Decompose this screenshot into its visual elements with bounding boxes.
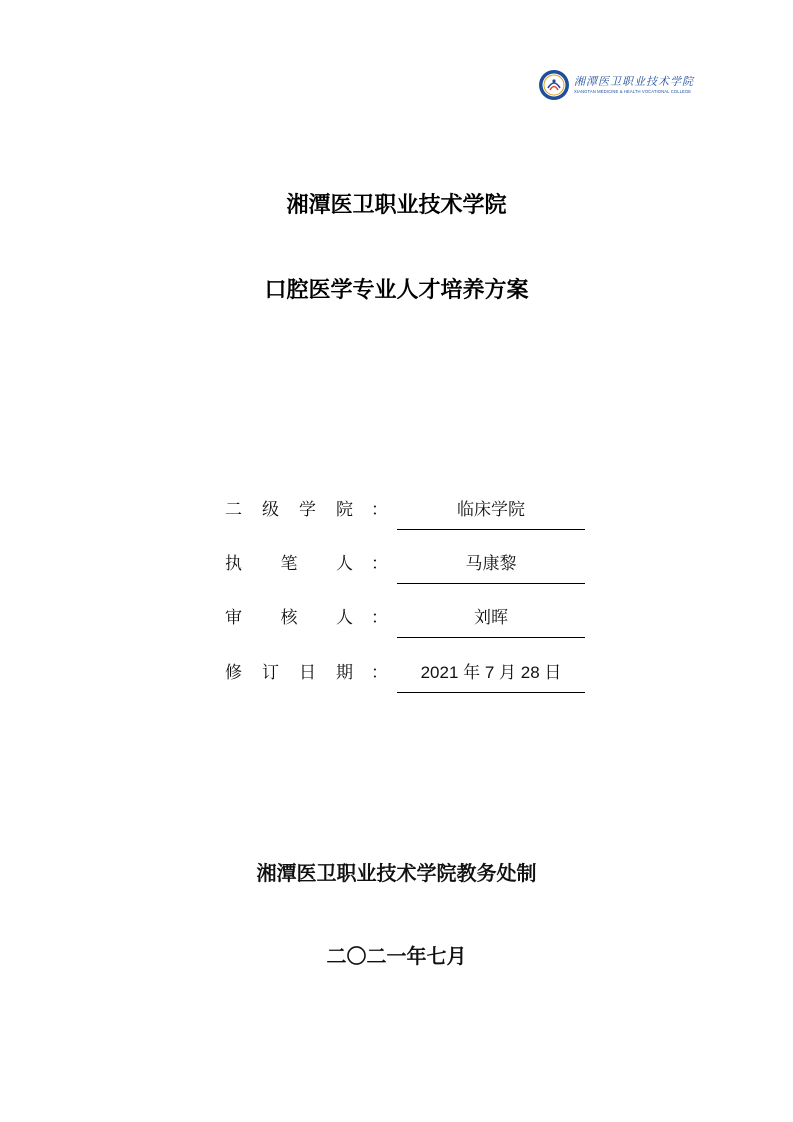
- label-char: 二: [225, 500, 242, 520]
- college-logo: [538, 65, 698, 105]
- label-char: 核: [280, 608, 298, 628]
- underline: [397, 529, 585, 530]
- info-label: [225, 658, 353, 683]
- college-seal-icon: [538, 69, 570, 101]
- underline: [397, 583, 585, 584]
- info-value-reviewer: 刘晖: [474, 608, 508, 627]
- info-row-revision-date: [225, 649, 585, 693]
- info-row-reviewer: [225, 594, 585, 638]
- label-char: 期: [336, 663, 353, 683]
- info-label: [225, 495, 353, 520]
- info-colon: ：: [371, 500, 388, 520]
- label-char: 人: [336, 554, 353, 574]
- info-value-author: 马康黎: [465, 554, 517, 573]
- info-colon: ：: [371, 554, 388, 574]
- school-title: 湘潭医卫职业技术学院: [286, 192, 507, 218]
- logo-english-name: XIANGTAN MEDICINE & HEALTH VOCATIONAL COLLEGE: [574, 88, 692, 94]
- plan-title: 口腔医学专业人才培养方案: [264, 277, 529, 303]
- info-colon: ：: [371, 608, 388, 628]
- label-char: 院: [336, 500, 353, 520]
- info-colon: ：: [371, 663, 388, 683]
- label-char: 审: [225, 608, 242, 628]
- issuer-line: 湘潭医卫职业技术学院教务处制: [256, 861, 537, 885]
- info-value-department: 临床学院: [457, 500, 525, 519]
- label-char: 人: [336, 608, 353, 628]
- info-label: [225, 603, 353, 628]
- label-char: 订: [262, 663, 279, 683]
- label-char: 笔: [280, 554, 298, 574]
- info-value-revision-date: 2021 年 7 月 28 日: [420, 663, 562, 682]
- label-char: 学: [299, 500, 316, 520]
- label-char: 执: [225, 554, 242, 574]
- info-row-department: [225, 486, 585, 530]
- label-char: 日: [299, 663, 316, 683]
- info-row-author: [225, 540, 585, 584]
- label-char: 修: [225, 663, 242, 683]
- label-char: 级: [262, 500, 279, 520]
- logo-chinese-name: 湘潭医卫职业技术学院: [574, 74, 694, 88]
- underline: [397, 637, 585, 638]
- underline: [397, 692, 585, 693]
- issue-date: 二〇二一年七月: [326, 944, 467, 968]
- info-label: [225, 549, 353, 574]
